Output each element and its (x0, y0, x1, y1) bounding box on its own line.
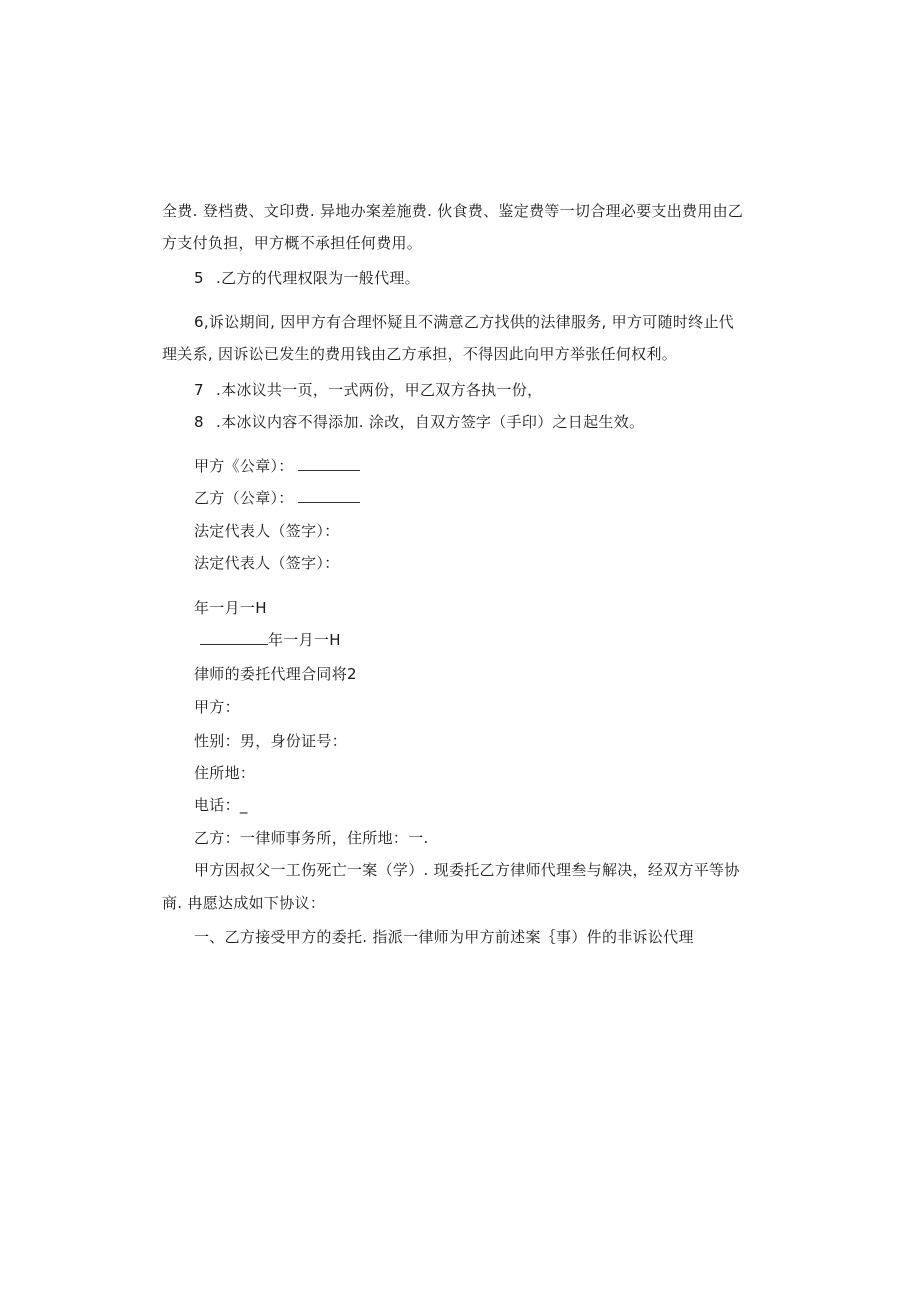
legal-representative-signature-1: 法定代表人（签字）： (194, 522, 340, 540)
intro-paragraph-line-1: 甲方因叔父一工伤死亡一案（学）. 现委托乙方律师代理叁与解决，经双方平等协 (194, 861, 740, 879)
party-a-label: 甲方： (194, 698, 240, 716)
party-b-seal-blank[interactable] (298, 488, 360, 503)
address-label: 住所地： (194, 764, 256, 782)
clause-5-number: 5 (194, 269, 204, 287)
intro-paragraph-line-2: 商. 冉愿达成如下协议： (162, 894, 326, 912)
phone-label: 电话：_ (194, 796, 248, 814)
date-line-2 (200, 630, 341, 650)
clause-7-number: 7 (194, 381, 204, 399)
clause-7 (194, 380, 542, 400)
clause-5 (194, 268, 420, 288)
party-a-seal-line (194, 456, 360, 476)
clause-7-text: .本冰议共一页，一式两份，甲乙双方各执一份， (216, 381, 543, 399)
clause-8 (194, 412, 644, 432)
clause-one: 一、乙方接受甲方的委托. 指派一律师为甲方前述案｛事）件的非诉讼代理 (194, 928, 694, 946)
party-b-seal-label: 乙方（公章）： (194, 489, 294, 507)
contract-title-2: 律师的委托代理合同将2 (194, 665, 357, 683)
party-a-seal-label: 甲方《公章）： (194, 457, 294, 475)
date-line-1: 年一月一H (194, 599, 267, 617)
paragraph-continued-line-2: 方支付负担，甲方概不承担任何费用。 (162, 234, 423, 252)
clause-6-line-1: 6,诉讼期间, 因甲方有合理怀疑且不满意乙方找供的法律服务, 甲方可随时终止代 (194, 313, 735, 331)
clause-8-number: 8 (194, 413, 204, 431)
legal-representative-signature-2: 法定代表人（签字）： (194, 554, 340, 572)
date-2-blank[interactable] (200, 630, 268, 645)
party-b-info: 乙方：一律师事务所，住所地：一. (194, 829, 429, 847)
clause-5-text: .乙方的代理权限为一般代理。 (216, 269, 420, 287)
party-b-seal-line (194, 488, 360, 508)
date-2-text: 年一月一H (268, 631, 341, 649)
clause-8-text: .本冰议内容不得添加. 涂改，自双方签字（手印）之日起生效。 (216, 413, 645, 431)
party-a-seal-blank[interactable] (298, 456, 360, 471)
clause-6-line-2: 理关系, 因诉讼已发生的费用钱由乙方承担，不得因此向甲方举张任何权利。 (162, 345, 678, 363)
paragraph-continued-line-1: 全费. 登档费、文印费. 异地办案差施费. 伙食费、鉴定费等一切合理必要支出费用由乙 (162, 202, 744, 220)
gender-id-label: 性别：男，身份证号： (194, 732, 348, 750)
